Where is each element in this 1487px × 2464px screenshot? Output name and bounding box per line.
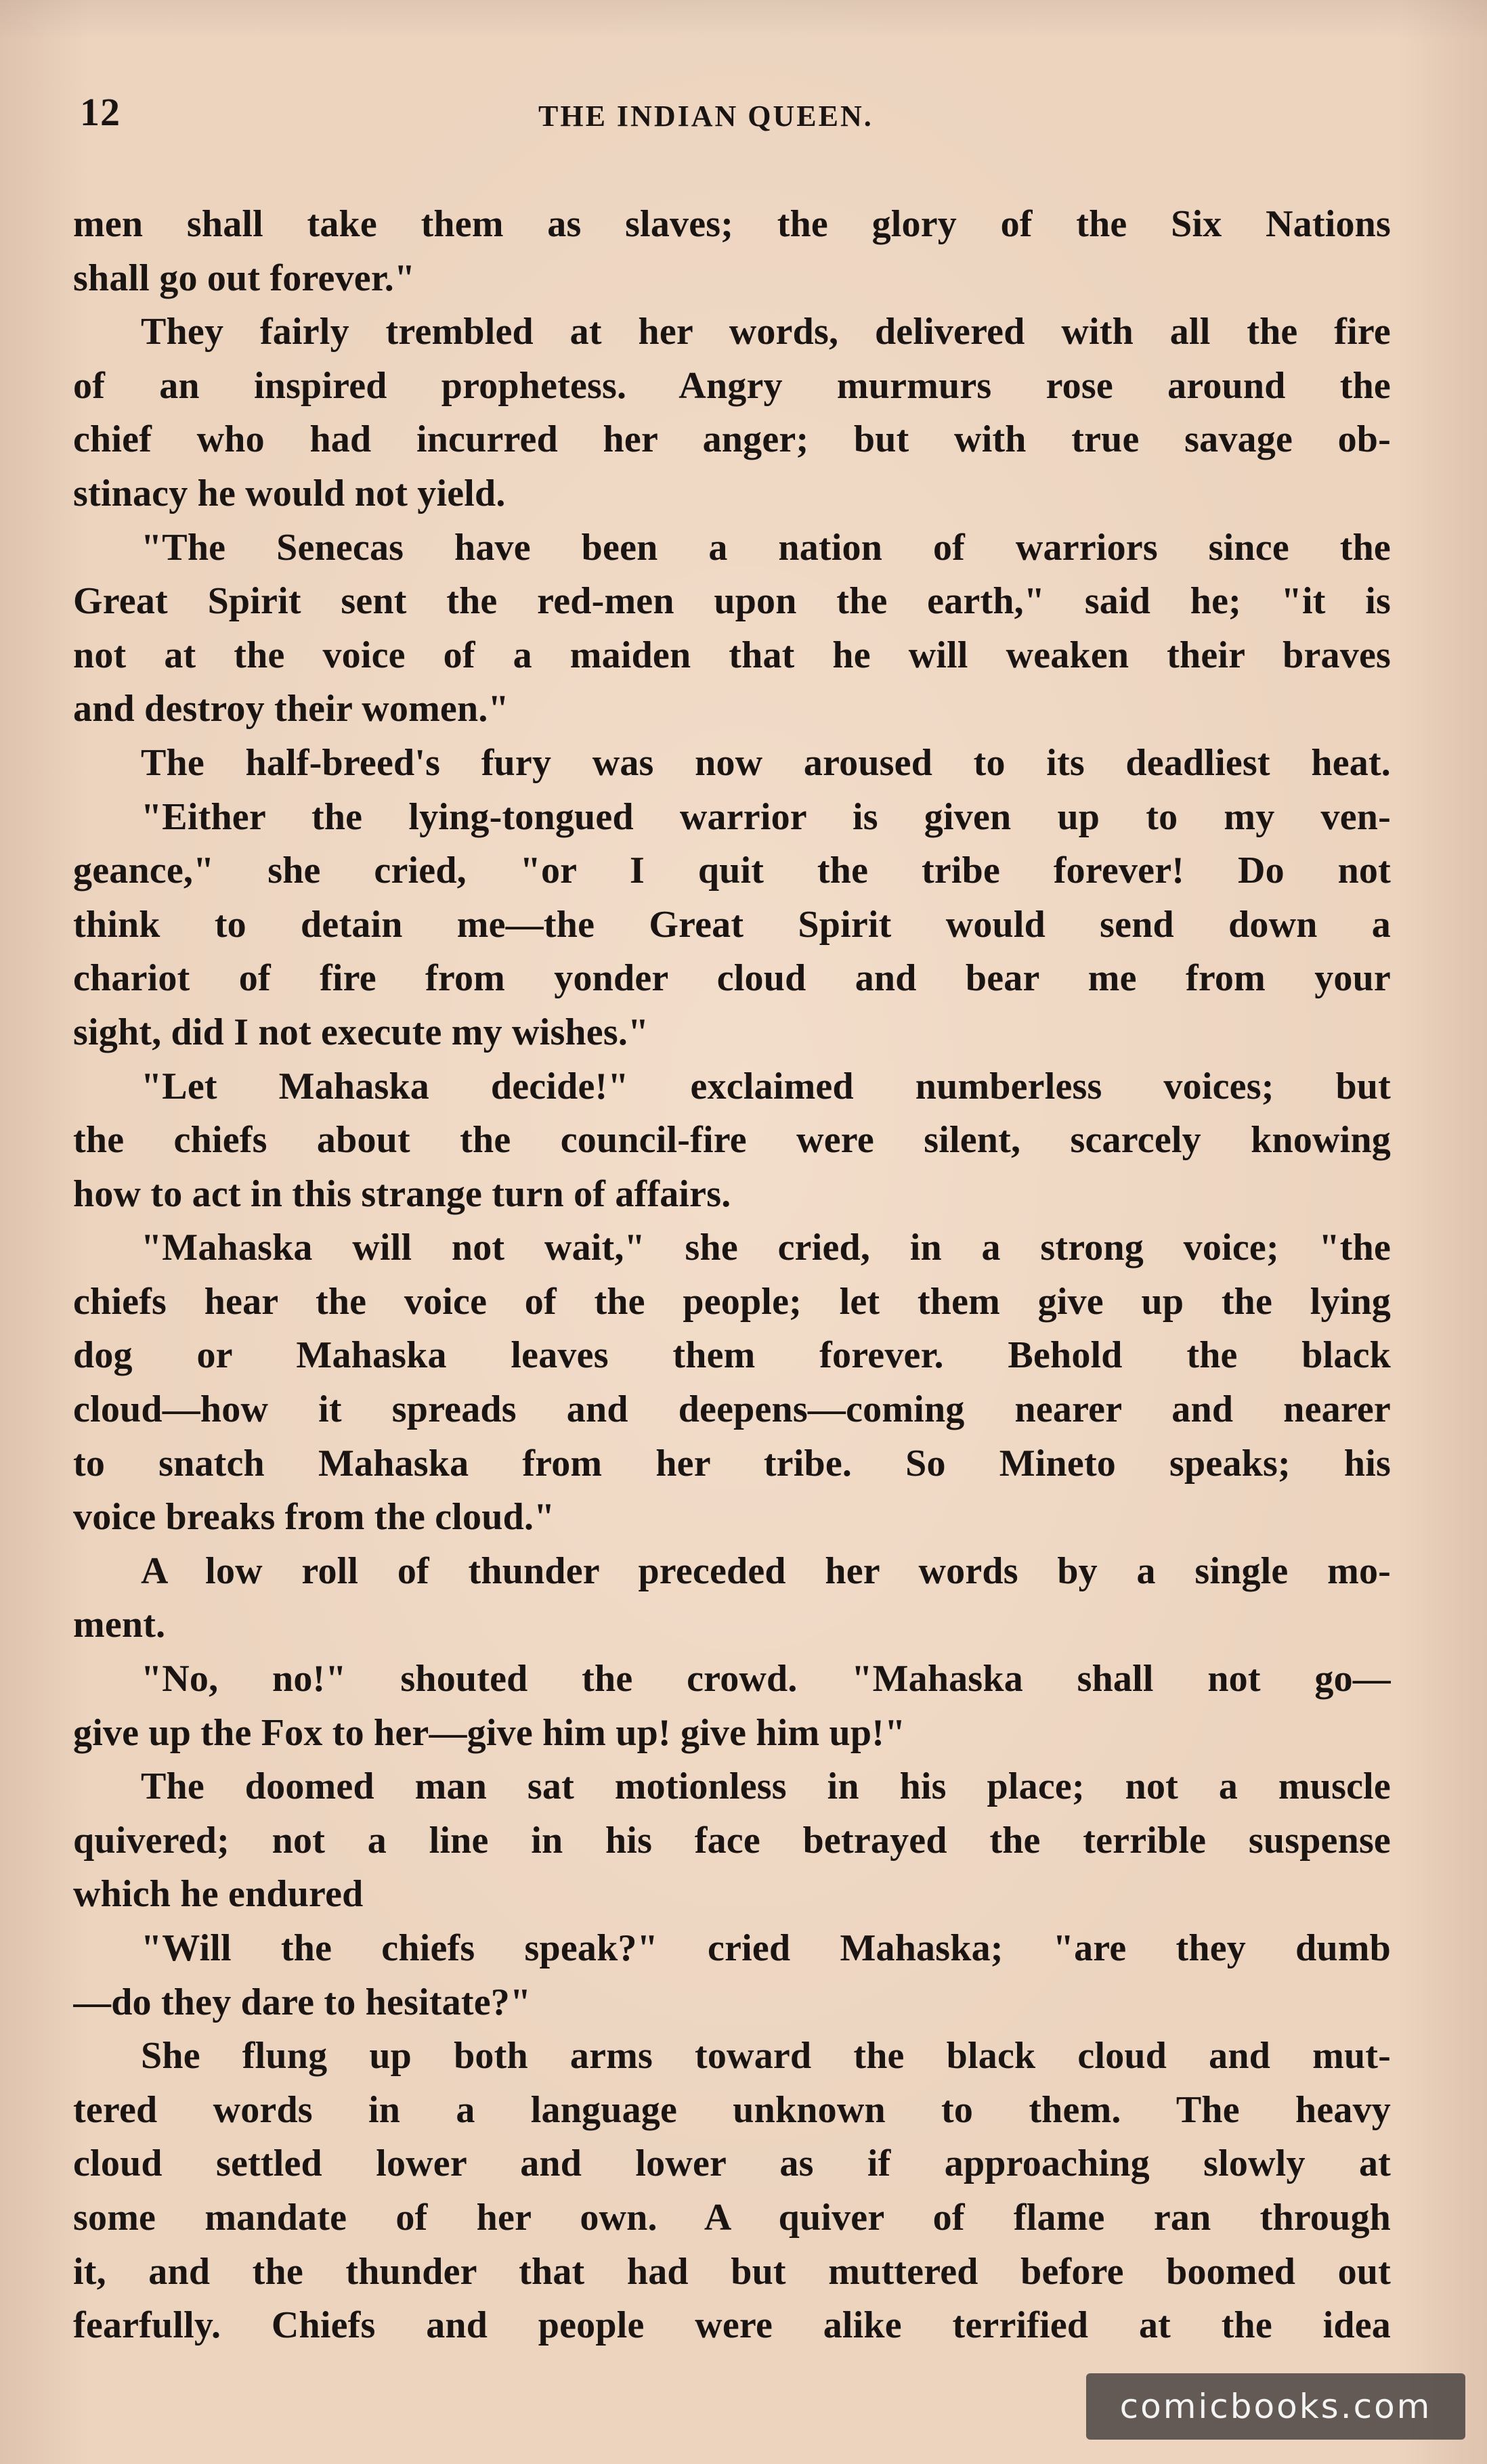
text-line: "Will the chiefs speak?" cried Mahaska; "are they dumb <box>141 1927 1391 1969</box>
text-line: tered words in a language unknown to them. The heavy <box>73 2088 1391 2131</box>
text-line: quivered; not a line in his face betrayed the terrible suspense <box>73 1819 1391 1862</box>
text-line: —do they dare to hesitate?" <box>73 1981 532 2023</box>
text-line: and destroy their women." <box>73 688 509 730</box>
text-line: stinacy he would not yield. <box>73 472 506 514</box>
text-line: sight, did I not execute my wishes." <box>73 1011 649 1053</box>
text-line: some mandate of her own. A quiver of flame ran through <box>73 2196 1391 2239</box>
text-line: cloud settled lower and lower as if approaching slowly at <box>73 2142 1391 2185</box>
text-line: "The Senecas have been a nation of warriors since the <box>141 526 1391 569</box>
text-line: shall go out forever." <box>73 257 416 299</box>
text-line: give up the Fox to her—give him up! give him up!" <box>73 1711 906 1754</box>
page-number: 12 <box>80 90 121 134</box>
text-line: dog or Mahaska leaves them forever. Behold the black <box>73 1334 1391 1377</box>
text-line: men shall take them as slaves; the glory of the Six Nations <box>73 203 1391 245</box>
text-line: it, and the thunder that had but muttered before boomed out <box>73 2250 1391 2293</box>
text-line: cloud—how it spreads and deepens—coming nearer and nearer <box>73 1388 1391 1431</box>
text-line: chariot of fire from yonder cloud and bear me from your <box>73 957 1391 1000</box>
text-line: fearfully. Chiefs and people were alike terrified at the idea <box>73 2304 1391 2347</box>
text-line: think to detain me—the Great Spirit would send down a <box>73 903 1391 946</box>
body-text <box>73 198 1391 2353</box>
text-line: A low roll of thunder preceded her words by a single mo- <box>141 1549 1391 1592</box>
text-line: the chiefs about the council-fire were silent, scarcely knowing <box>73 1119 1391 1162</box>
watermark-text: comicbooks.com <box>1119 2387 1432 2426</box>
text-line: "No, no!" shouted the crowd. "Mahaska shall not go— <box>141 1658 1391 1700</box>
text-line: They fairly trembled at her words, delivered with all the fire <box>141 311 1391 353</box>
text-line: The half-breed's fury was now aroused to its deadliest heat. <box>141 741 1391 784</box>
text-line: The doomed man sat motionless in his place; not a muscle <box>141 1765 1391 1808</box>
text-line: voice breaks from the cloud." <box>73 1496 555 1539</box>
text-line: which he endured <box>73 1873 364 1916</box>
text-line: geance," she cried, "or I quit the tribe forever! Do not <box>73 850 1391 892</box>
site-watermark <box>1086 2373 1465 2440</box>
text-line: "Let Mahaska decide!" exclaimed numberless voices; but <box>141 1065 1391 1107</box>
text-line: to snatch Mahaska from her tribe. So Mineto speaks; his <box>73 1442 1391 1484</box>
show-through-shadow <box>0 0 1487 41</box>
running-head <box>0 89 1487 144</box>
text-line: Great Spirit sent the red-men upon the earth," said he; "it is <box>73 580 1391 623</box>
text-line: "Mahaska will not wait," she cried, in a strong voice; "the <box>141 1227 1391 1269</box>
text-line: ment. <box>73 1604 166 1646</box>
text-line: chief who had incurred her anger; but with true savage ob- <box>73 418 1391 461</box>
text-line: "Either the lying-tongued warrior is given up to my ven- <box>141 795 1391 838</box>
running-title: THE INDIAN QUEEN. <box>538 100 874 133</box>
text-line: how to act in this strange turn of affairs. <box>73 1172 731 1215</box>
text-line: not at the voice of a maiden that he will weaken their braves <box>73 634 1391 676</box>
text-line: chiefs hear the voice of the people; let them give up the lying <box>73 1280 1391 1323</box>
text-line: She flung up both arms toward the black cloud and mut- <box>141 2035 1391 2077</box>
text-line: of an inspired prophetess. Angry murmurs rose around the <box>73 364 1391 407</box>
